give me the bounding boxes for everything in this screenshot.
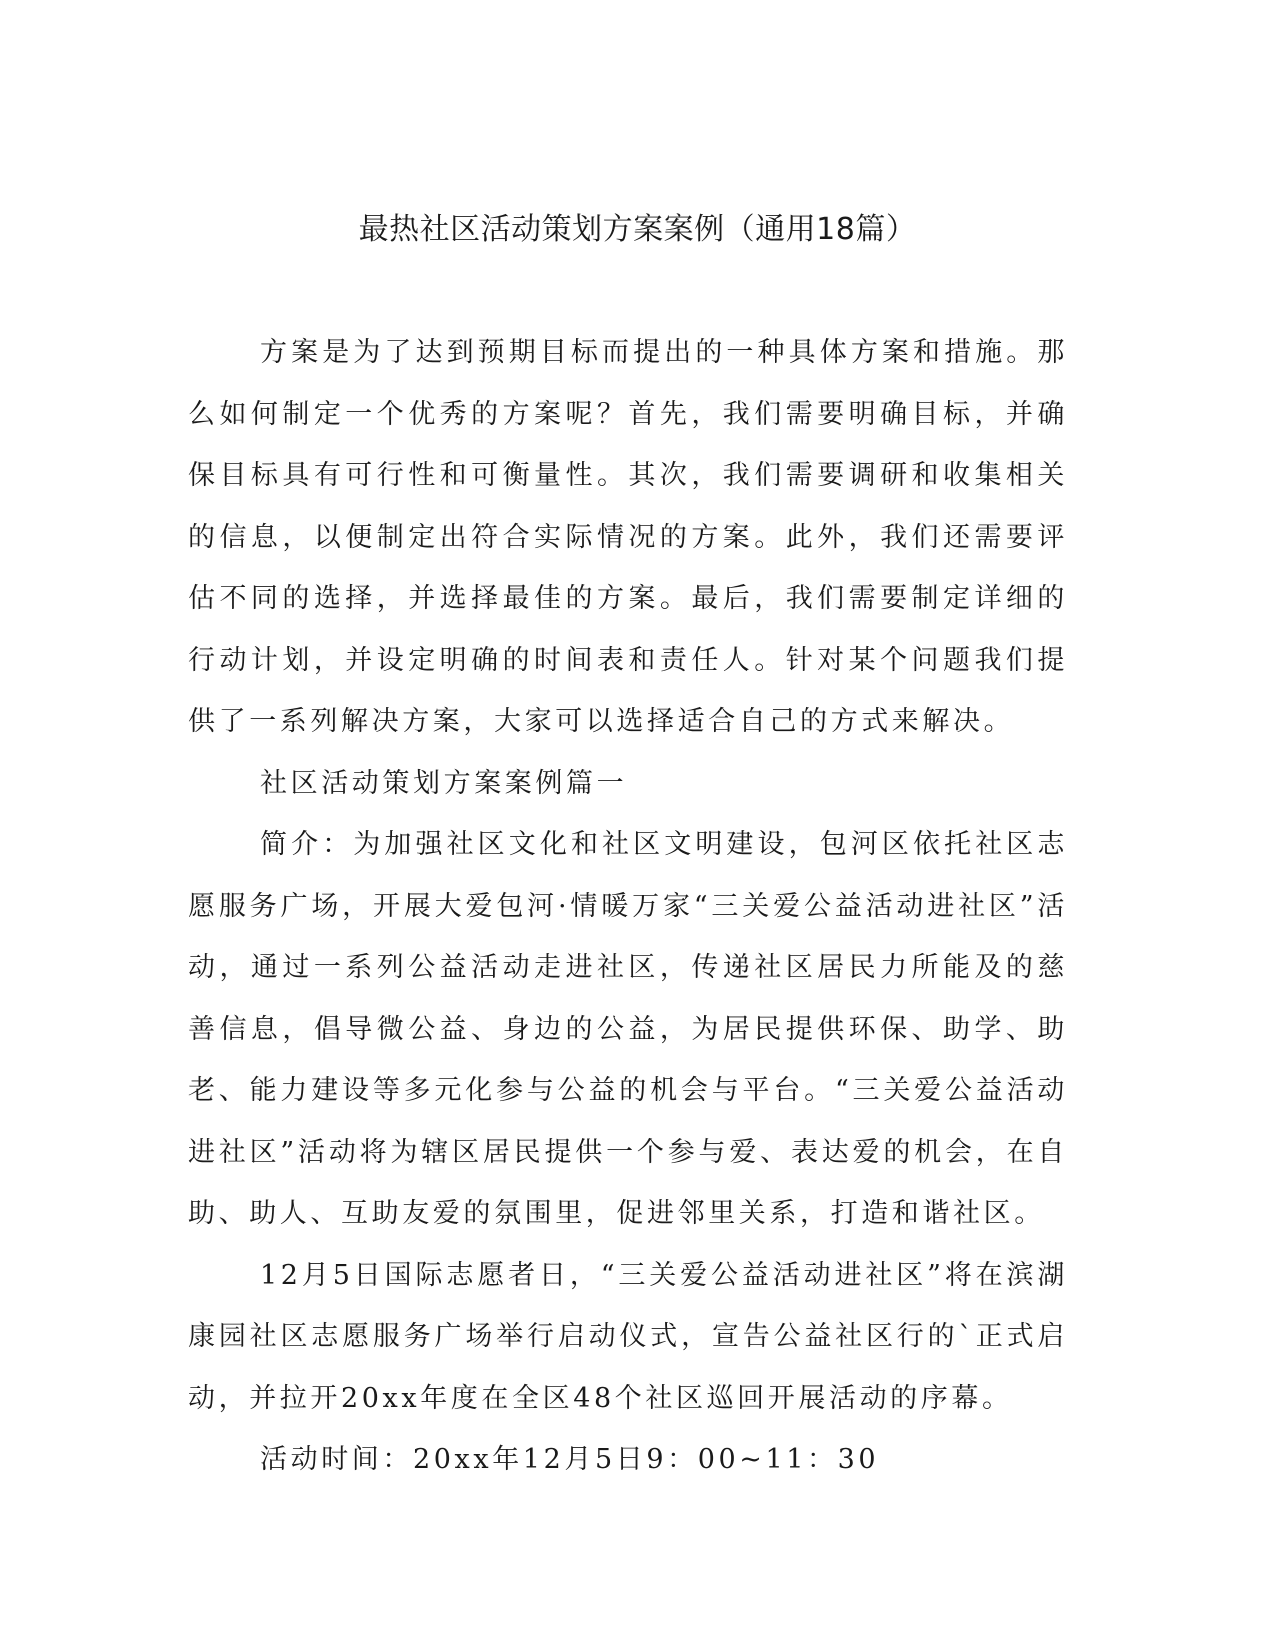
launch-paragraph: 12月5日国际志愿者日，“三关爱公益活动进社区”将在滨湖康园社区志愿服务广场举行启动仪式，宣告公益社区行的`正式启动，并拉开20xx年度在全区48个社区巡回开展活动的序幕。 (188, 1259, 1068, 1414)
document-body (188, 322, 1068, 1491)
summary-paragraph: 简介：为加强社区文化和社区文明建设，包河区依托社区志愿服务广场，开展大爱包河·情暖万家“三关爱公益活动进社区”活动，通过一系列公益活动走进社区，传递社区居民力所能及的慈善信息，倡导微公益、身边的公益，为居民提供环保、助学、助老、能力建设等多元化参与公益的机会与平台。“三关爱公益活动进社区”活动将为辖区居民提供一个参与爱、表达爱的机会，在自助、助人、互助友爱的氛围里，促进邻里关系，打造和谐社区。 (188, 829, 1068, 1229)
document-title: 最热社区活动策划方案案例（通用18篇） (358, 212, 917, 247)
intro-paragraph: 方案是为了达到预期目标而提出的一种具体方案和措施。那么如何制定一个优秀的方案呢？首先，我们需要明确目标，并确保目标具有可行性和可衡量性。其次，我们需要调研和收集相关的信息，以便制定出符合实际情况的方案。此外，我们还需要评估不同的选择，并选择最佳的方案。最后，我们需要制定详细的行动计划，并设定明确的时间表和责任人。针对某个问题我们提供了一系列解决方案，大家可以选择适合自己的方式来解决。 (188, 337, 1068, 737)
activity-time-paragraph: 活动时间：20xx年12月5日9：00~11：30 (260, 1444, 880, 1475)
section-heading: 社区活动策划方案案例篇一 (260, 767, 628, 799)
